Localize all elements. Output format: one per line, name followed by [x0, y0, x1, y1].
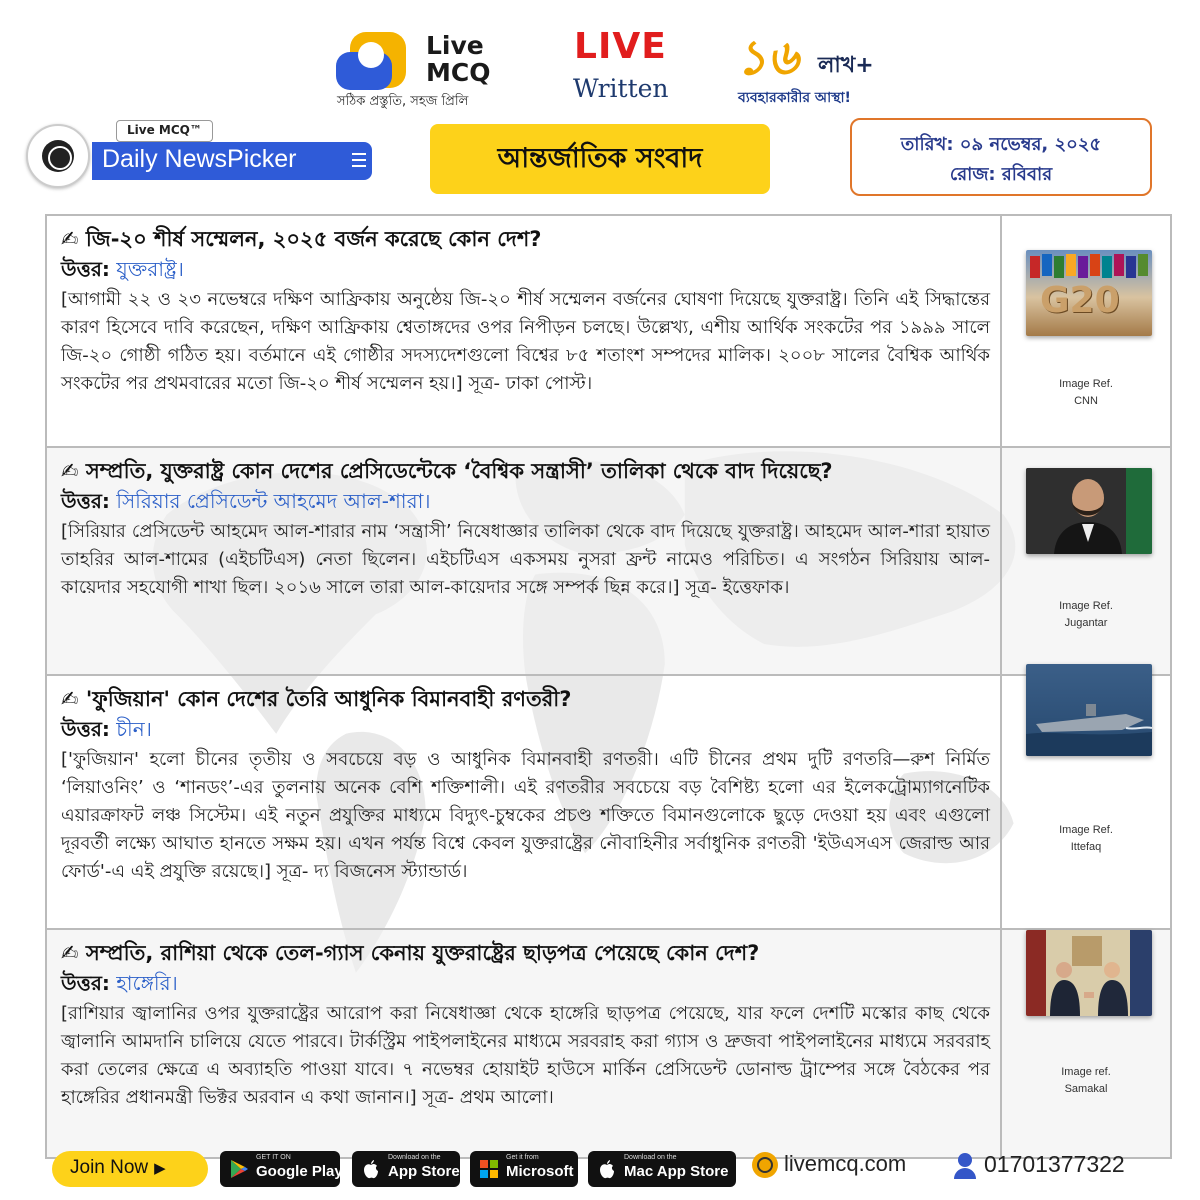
globe-icon: [752, 1152, 778, 1178]
microsoft-store-button[interactable]: [470, 1151, 578, 1187]
google-play-button[interactable]: [220, 1151, 343, 1187]
section-title-box: [430, 124, 770, 194]
microsoft-big: Microsoft: [506, 1163, 574, 1180]
newspicker-tm: Live MCQ™: [116, 120, 213, 142]
join-now-label: Join Now: [70, 1157, 149, 1178]
news-item-1: [47, 216, 1170, 448]
google-play-big: Google Play: [256, 1163, 343, 1180]
support-agent-icon: [952, 1153, 978, 1179]
image-ref-1: [1002, 376, 1170, 410]
mac-app-store-small: Download on the: [624, 1154, 677, 1161]
news-item-3-question: [61, 684, 990, 714]
news-item-4-text: [47, 930, 1002, 1157]
meeting-icon: [1026, 930, 1152, 1016]
image-ref-label: Image ref.: [1061, 1066, 1111, 1078]
app-store-small: Download on the: [388, 1154, 441, 1161]
app-store-button[interactable]: [352, 1151, 460, 1187]
g20-thumbnail: [1026, 250, 1152, 336]
ship-icon: [1026, 664, 1152, 756]
phone-number[interactable]: [952, 1151, 1125, 1179]
date-box: [850, 118, 1152, 196]
brand-line-1: Live: [426, 31, 484, 60]
news-item-3-image-col: [1002, 676, 1170, 928]
news-item-2-text: [47, 448, 1002, 674]
news-item-2-answer: [61, 486, 990, 516]
question-text: সম্প্রতি, রাশিয়া থেকে তেল-গ্যাস কেনায় যুক্তরাষ্ট্রের ছাড়পত্র পেয়েছে কোন দেশ?: [85, 941, 760, 965]
person-portrait-icon: [1026, 468, 1152, 554]
livemcq-logo-icon: [336, 28, 416, 98]
news-item-1-text: [47, 216, 1002, 446]
answer-label: উত্তর:: [61, 717, 110, 741]
google-play-icon: [228, 1158, 250, 1180]
news-item-2: [47, 448, 1170, 676]
mac-app-store-button[interactable]: [588, 1151, 736, 1187]
image-ref-label: Image Ref.: [1059, 600, 1113, 612]
website-text: livemcq.com: [784, 1151, 907, 1176]
question-text: 'ফুজিয়ান' কোন দেশের তৈরি আধুনিক বিমানবাহী রণতরী?: [85, 687, 572, 711]
image-ref-source: Jugantar: [1064, 617, 1108, 629]
writing-hand-icon: ✍: [61, 941, 79, 965]
apple-icon: [596, 1158, 618, 1180]
writing-hand-icon: ✍: [61, 687, 79, 711]
livemcq-wordmark: [426, 32, 490, 86]
brand-line-2: MCQ: [426, 58, 491, 87]
answer-text: হাঙ্গেরি।: [116, 971, 178, 995]
news-globe-icon: [26, 124, 90, 188]
image-ref-label: Image Ref.: [1059, 824, 1113, 836]
menu-lines-icon: [352, 153, 366, 167]
news-item-2-explanation: [সিরিয়ার প্রেসিডেন্ট আহমেদ আল-শারার নাম ‘সন্ত্রাসী’ নিষেধাজ্ঞার তালিকা থেকে বাদ দিয়েছে যুক্তরাষ্ট্র। আহমেদ আল-শারা হায়াত তাহরির আল-শামের (এইচটিএস) নেতা ছিলেন। এইচটিএস একসময় নুসরা ফ্রন্ট নামেও পরিচিত। এ সংগঠন সিরিয়ায় আল-কায়েদার সহযোগী শাখা ছিল। ২০১৬ সালে তারা আল-কায়েদার সঙ্গে সম্পর্ক ছিন্ন করে।] সূত্র- ইত্তেফাক।: [61, 521, 990, 598]
news-item-4-question: [61, 938, 990, 968]
apple-icon: [360, 1158, 382, 1180]
white-house-meeting-thumbnail: [1026, 930, 1152, 1016]
writing-hand-icon: ✍: [61, 459, 79, 483]
users-suffix: লাখ+: [818, 53, 874, 78]
answer-text: সিরিয়ার প্রেসিডেন্ট আহমেদ আল-শারা।: [116, 489, 431, 513]
join-now-button[interactable]: [52, 1151, 208, 1187]
microsoft-icon: [478, 1158, 500, 1180]
news-item-2-image-col: [1002, 448, 1170, 674]
news-table: [45, 214, 1172, 1159]
newspicker-title: Daily NewsPicker: [102, 145, 297, 173]
day-line: রোজ: রবিবার: [949, 164, 1053, 185]
image-ref-source: Samakal: [1064, 1083, 1108, 1095]
question-text: সম্প্রতি, যুক্তরাষ্ট্র কোন দেশের প্রেসিডেন্টেকে ‘বৈশ্বিক সন্ত্রাসী’ তালিকা থেকে বাদ দিয়েছে?: [85, 459, 833, 483]
news-item-4: [47, 930, 1170, 1157]
writing-hand-icon: ✍: [61, 227, 79, 251]
microsoft-small: Get it from: [506, 1154, 539, 1161]
image-ref-source: CNN: [1074, 395, 1098, 407]
written-label: Written: [573, 74, 669, 103]
president-portrait-thumbnail: [1026, 468, 1152, 554]
aircraft-carrier-thumbnail: [1026, 664, 1152, 756]
news-item-4-answer: [61, 968, 990, 998]
news-item-2-question: [61, 456, 990, 486]
live-label: LIVE: [574, 26, 667, 67]
image-ref-label: Image Ref.: [1059, 378, 1113, 390]
app-store-big: App Store: [388, 1163, 460, 1180]
image-ref-3: [1002, 822, 1170, 856]
g20-thumb-text: G20: [1040, 280, 1120, 321]
news-item-1-image-col: [1002, 216, 1170, 446]
date-line: তারিখ: ০৯ নভেম্বর, ২০২৫: [900, 134, 1102, 155]
answer-text: চীন।: [116, 717, 152, 741]
play-arrow-icon: ▶: [154, 1160, 166, 1177]
mac-app-store-big: Mac App Store: [624, 1163, 729, 1180]
phone-text: 01701377322: [984, 1151, 1125, 1177]
website-link[interactable]: [752, 1151, 906, 1178]
news-item-1-answer: [61, 254, 990, 284]
news-item-3-text: [47, 676, 1002, 928]
answer-label: উত্তর:: [61, 971, 110, 995]
image-ref-4: [1002, 1064, 1170, 1098]
answer-label: উত্তর:: [61, 257, 110, 281]
footer: [0, 1147, 1200, 1191]
question-text: জি-২০ শীর্ষ সম্মেলন, ২০২৫ বর্জন করেছে কোন দেশ?: [85, 227, 542, 251]
news-item-4-image-col: [1002, 930, 1170, 1157]
brand-row: [0, 20, 1200, 115]
news-item-3-answer: [61, 714, 990, 744]
news-item-4-explanation: [রাশিয়ার জ্বালানির ওপর যুক্তরাষ্ট্রের আরোপ করা নিষেধাজ্ঞা থেকে হাঙ্গেরি ছাড়পত্র পেয়েছে, যার ফলে দেশটি মস্কোর কাছ থেকে জ্বালানি আমদানি চালিয়ে যেতে পারবে। টার্কস্ট্রিম পাইপলাইনের মাধ্যমে সরবরাহ করা গ্যাস ও দ্রুজবা পাইপলাইনের মাধ্যমে সরবরাহ করা তেলের ক্ষেত্রে এ অব্যাহতি পাওয়া যাবে। ৭ নভেম্বর হোয়াইট হাউসে মার্কিন প্রেসিডেন্ট ডোনাল্ড ট্রাম্পের সঙ্গে বৈঠকের পর হাঙ্গেরির প্রধানমন্ত্রী ভিক্টর অরবান এ কথা জানান।] সূত্র- প্রথম আলো।: [61, 1003, 990, 1108]
answer-text: যুক্তরাষ্ট্র।: [116, 257, 184, 281]
news-item-3-explanation: ['ফুজিয়ান' হলো চীনের তৃতীয় ও সবচেয়ে বড় ও আধুনিক বিমানবাহী রণতরী। এটি চীনের প্রথম দুটি রণতরি—রুশ নির্মিত ‘লিয়াওনিং’ ও ‘শানডং’-এর তুলনায় অনেক বেশি শক্তিশালী। এই রণতরীর সবচেয়ে বড় বৈশিষ্ট্য হলো এর ইলেকট্রোম্যাগনেটিক এয়ারক্রাফট লঞ্চ সিস্টেম। এই নতুন প্রযুক্তির মাধ্যমে বিদ্যুৎ-চুম্বকের প্রচণ্ড শক্তিতে বিমানগুলোকে ছুড়ে দেওয়া হয় এবং এগুলো দূরবর্তী লক্ষ্যে আঘাত হানতে সক্ষম হয়। এখন পর্যন্ত বিশ্বে কেবল যুক্তরাষ্ট্রের নৌবাহিনীর সর্বাধুনিক রণতরী 'ইউএসএস জেরাল্ড আর ফোর্ড'-এ এই প্রযুক্তি রয়েছে।] সূত্র- দ্য বিজনেস স্ট্যান্ডার্ড।: [61, 749, 990, 882]
news-item-1-question: [61, 224, 990, 254]
image-ref-2: [1002, 598, 1170, 632]
users-number: ১৬: [736, 30, 799, 86]
news-item-1-explanation: [আগামী ২২ ও ২৩ নভেম্বরে দক্ষিণ আফ্রিকায় অনুষ্ঠেয় জি-২০ শীর্ষ সম্মেলন বর্জনের ঘোষণা দিয়েছে যুক্তরাষ্ট্র। তিনি এই সিদ্ধান্তের কারণ হিসেবে দাবি করেছেন, দক্ষিণ আফ্রিকায় শ্বেতাঙ্গদের ওপর নিপীড়ন চলছে। উল্লেখ্য, এশীয় আর্থিক সংকটের পর ১৯৯৯ সালে জি-২০ গোষ্ঠী গঠিত হয়। বর্তমানে এই গোষ্ঠীর সদস্যদেশগুলো বিশ্বের ৮৫ শতাংশ সম্পদের মালিক। ২০০৮ সালের বৈশ্বিক আর্থিক সংকটের পর প্রথমবারের মতো জি-২০ শীর্ষ সম্মেলন হয়।] সূত্র- ঢাকা পোস্ট।: [61, 289, 990, 394]
answer-label: উত্তর:: [61, 489, 110, 513]
brand-tagline: সঠিক প্রস্তুতি, সহজ প্রিলি: [337, 94, 469, 109]
google-play-small: GET IT ON: [256, 1154, 291, 1161]
news-item-3: [47, 676, 1170, 930]
section-title: আন্তর্জাতিক সংবাদ: [497, 143, 703, 174]
users-trust: ব্যবহারকারীর আস্থা!: [738, 90, 851, 106]
image-ref-source: Ittefaq: [1070, 841, 1102, 853]
